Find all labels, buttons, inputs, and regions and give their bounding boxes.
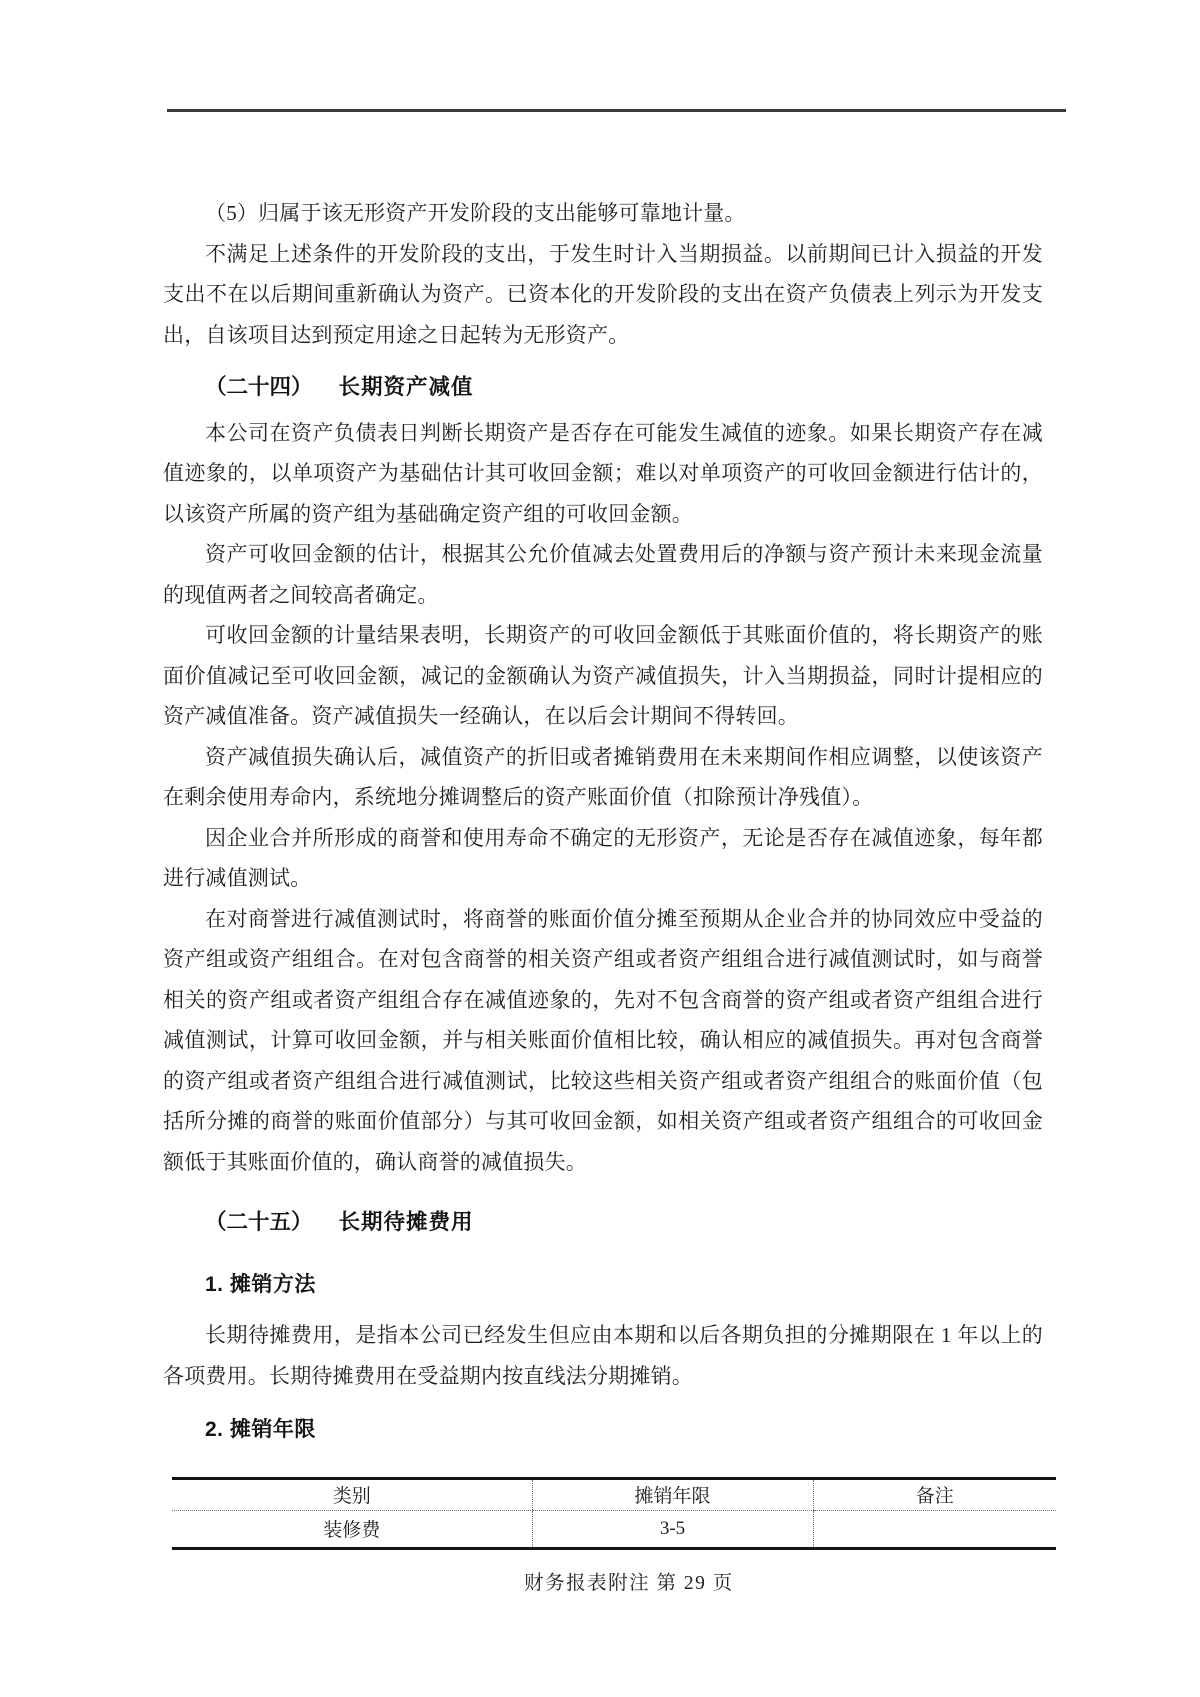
section-heading-25 [163,1202,1043,1243]
paragraph-item-5: （5）归属于该无形资产开发阶段的支出能够可靠地计量。 [205,201,746,225]
paragraph-goodwill-annual-test: 因企业合并所形成的商誉和使用寿命不确定的无形资产，无论是否存在减值迹象，每年都进行减值测试。 [163,825,1043,890]
paragraph-recoverable-amount-estimate: 资产可收回金额的估计，根据其公允价值减去处置费用后的净额与资产预计未来现金流量的现值两者之间较高者确定。 [163,542,1043,607]
table-row [172,1510,1056,1548]
table-header-row [172,1478,1056,1510]
page-footer: 财务报表附注 第 29 页 [524,1573,734,1594]
subheading-amortization-method: 1. 摊销方法 [205,1272,316,1296]
table-cell-remark [813,1510,1056,1548]
paragraph-goodwill-impairment-test: 在对商誉进行减值测试时，将商誉的账面价值分摊至预期从企业合并的协同效应中受益的资产组或资产组组合。在对包含商誉的相关资产组或者资产组组合进行减值测试时，如与商誉相关的资产组或者资产组组合存在减值迹象的，先对不包含商誉的资产组或者资产组组合进行减值测试，计算可收回金额，并与相关账面价值相比较，确认相应的减值损失。再对包含商誉的资产组或者资产组组合进行减值测试，比较这些相关资产组或者资产组组合的账面价值（包括所分摊的商誉的账面价值部分）与其可收回金额，如相关资产组或者资产组组合的可收回金额低于其账面价值的，确认商誉的减值损失。 [163,906,1043,1174]
paragraph-long-term-deferred-expense: 长期待摊费用，是指本公司已经发生但应由本期和以后各期负担的分摊期限在 1 年以上的各项费用。长期待摊费用在受益期内按直线法分期摊销。 [163,1323,1043,1388]
document-content [163,193,1043,1550]
section-24-number: （二十四） [205,375,313,399]
subheading-amortization-period: 2. 摊销年限 [205,1418,316,1441]
paragraph-impairment-measurement: 可收回金额的计量结果表明，长期资产的可收回金额低于其账面价值的，将长期资产的账面价值减记至可收回金额，减记的金额确认为资产减值损失，计入当期损益，同时计提相应的资产减值准备。资产减值损失一经确认，在以后会计期间不得转回。 [163,623,1043,728]
section-24-title: 长期资产减值 [338,375,474,399]
section-25-title: 长期待摊费用 [338,1210,474,1234]
paragraph-post-impairment-adjustment: 资产减值损失确认后，减值资产的折旧或者摊销费用在未来期间作相应调整，以使该资产在剩余使用寿命内，系统地分摊调整后的资产账面价值（扣除预计净残值）。 [163,744,1043,809]
section-heading-24 [163,367,1043,408]
paragraph-impairment-indication: 本公司在资产负债表日判断长期资产是否存在可能发生减值的迹象。如果长期资产存在减值迹象的，以单项资产为基础估计其可收回金额；难以对单项资产的可收回金额进行估计的，以该资产所属的资产组为基础确定资产组的可收回金额。 [163,420,1043,526]
table-cell-category: 装修费 [323,1520,381,1541]
section-25-number: （二十五） [205,1210,313,1234]
table-header-category: 类别 [172,1478,532,1510]
paragraph-development-expenditure: 不满足上述条件的开发阶段的支出，于发生时计入当期损益。以前期间已计入损益的开发支出不在以后期间重新确认为资产。已资本化的开发阶段的支出在资产负债表上列示为开发支出，自该项目达到预定用途之日起转为无形资产。 [163,241,1043,347]
page-header-rule [167,109,1066,112]
table-header-remark: 备注 [813,1478,1056,1510]
table-header-amortization-period: 摊销年限 [532,1478,813,1510]
table-cell-amortization-period: 3-5 [532,1510,813,1548]
amortization-period-table [172,1477,1056,1550]
